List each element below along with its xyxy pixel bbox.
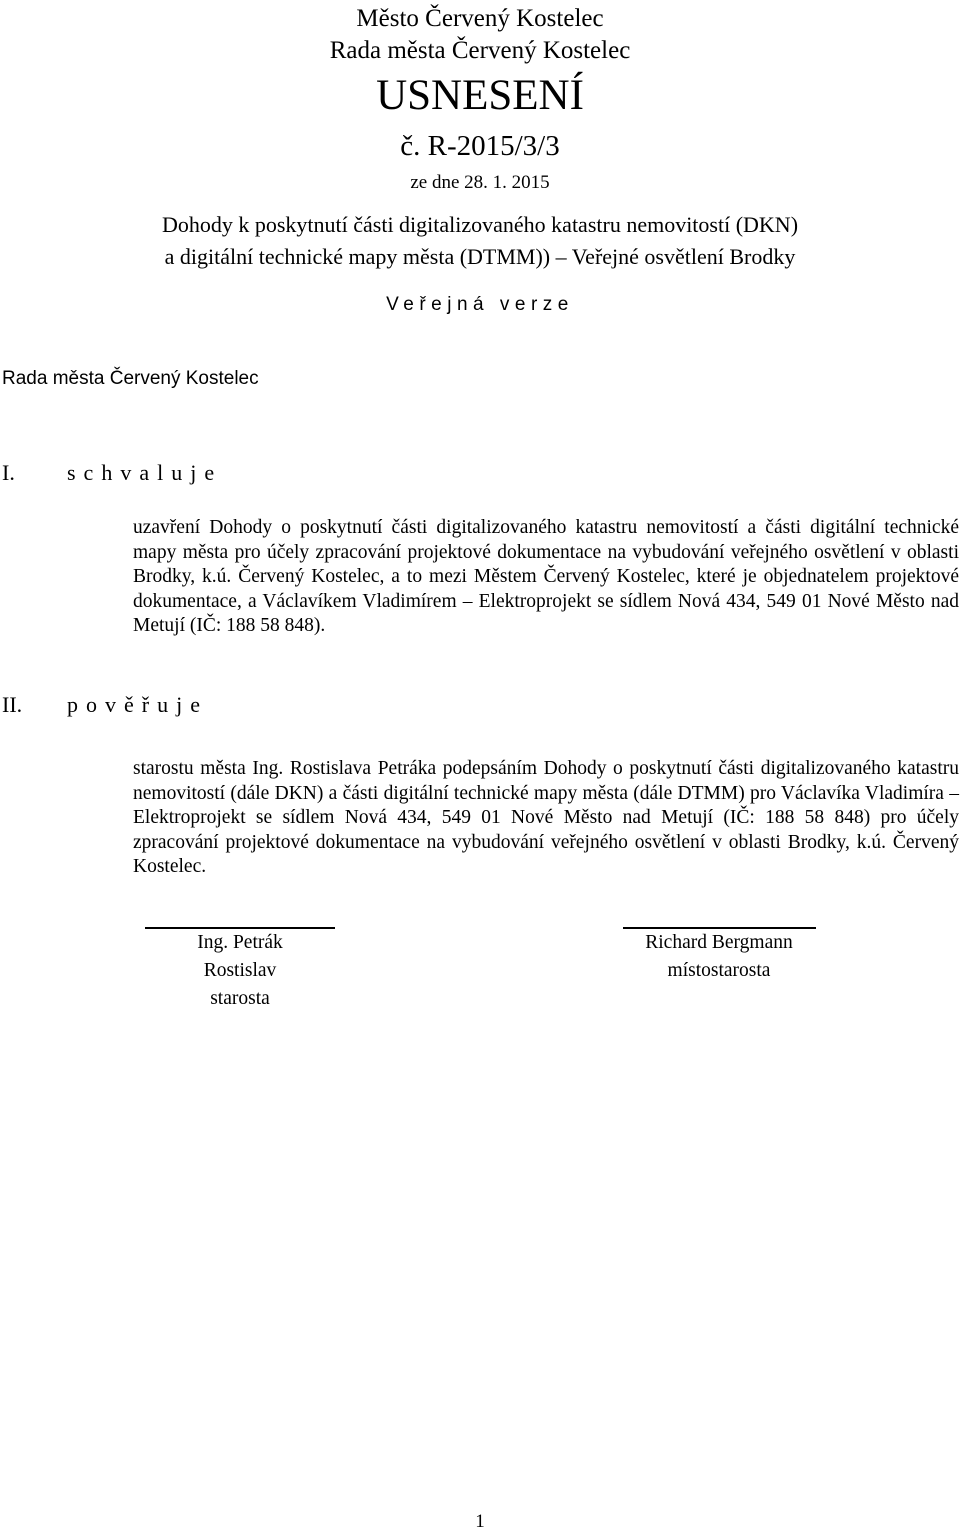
signatory-left-firstname: Rostislav: [203, 960, 277, 981]
subject-line-2: a digitální technické mapy města (DTMM)) – Veřejné osvětlení Brodky: [164, 244, 796, 269]
city-name: Město Červený Kostelec: [356, 5, 604, 32]
resolution-date: ze dne 28. 1. 2015: [410, 172, 550, 193]
subject-line-1: Dohody k poskytnutí části digitalizovaného katastru nemovitostí (DKN): [161, 212, 799, 237]
section-2-verb: pověřuje: [67, 692, 208, 717]
council-intro: Rada města Červený Kostelec: [2, 368, 259, 389]
section-2-text: starostu města Ing. Rostislava Petráka podepsáním Dohody o poskytnutí části digitalizovaného katastru nemovitostí (dále DKN) a části digitální technické mapy města (dále DTMM) pro Václavíka Vladimíra – Elektroprojekt se sídlem Nová 434, 549 01 Nové Město nad Metují (IČ: 188 58 848) pro účely zpracování projektové dokumentace na vybudování veřejného osvětlení v oblasti Brodky, k.ú. Červený Kostelec.: [133, 758, 959, 877]
page-number: 1: [475, 1511, 485, 1532]
version-label: Veřejná verze: [386, 294, 574, 315]
signature-block-left: [140, 929, 340, 1013]
signatory-left-role: starosta: [210, 988, 270, 1009]
section-1-verb: schvaluje: [67, 460, 223, 485]
section-1-number: I.: [2, 460, 15, 485]
resolution-number: č. R-2015/3/3: [400, 130, 560, 162]
section-2-number: II.: [2, 692, 23, 717]
signatory-right-role: místostarosta: [667, 960, 771, 981]
signatory-left-name: Ing. Petrák: [197, 932, 283, 953]
signatory-right-name: Richard Bergmann: [645, 932, 793, 953]
document-title: USNESENÍ: [376, 72, 584, 119]
council-name: Rada města Červený Kostelec: [329, 37, 631, 64]
section-1-text: uzavření Dohody o poskytnutí části digitalizovaného katastru nemovitostí a části digitální technické mapy města pro účely zpracování projektové dokumentace na vybudování veřejného osvětlení v oblasti Brodky, k.ú. Červený Kostelec, a to mezi Městem Červený Kostelec, které je objednatelem projektové dokumentace, a Václavíkem Vladimírem – Elektroprojekt se sídlem Nová 434, 549 01 Nové Město nad Metují (IČ: 188 58 848).: [133, 517, 959, 636]
signature-block-right: [608, 929, 830, 985]
